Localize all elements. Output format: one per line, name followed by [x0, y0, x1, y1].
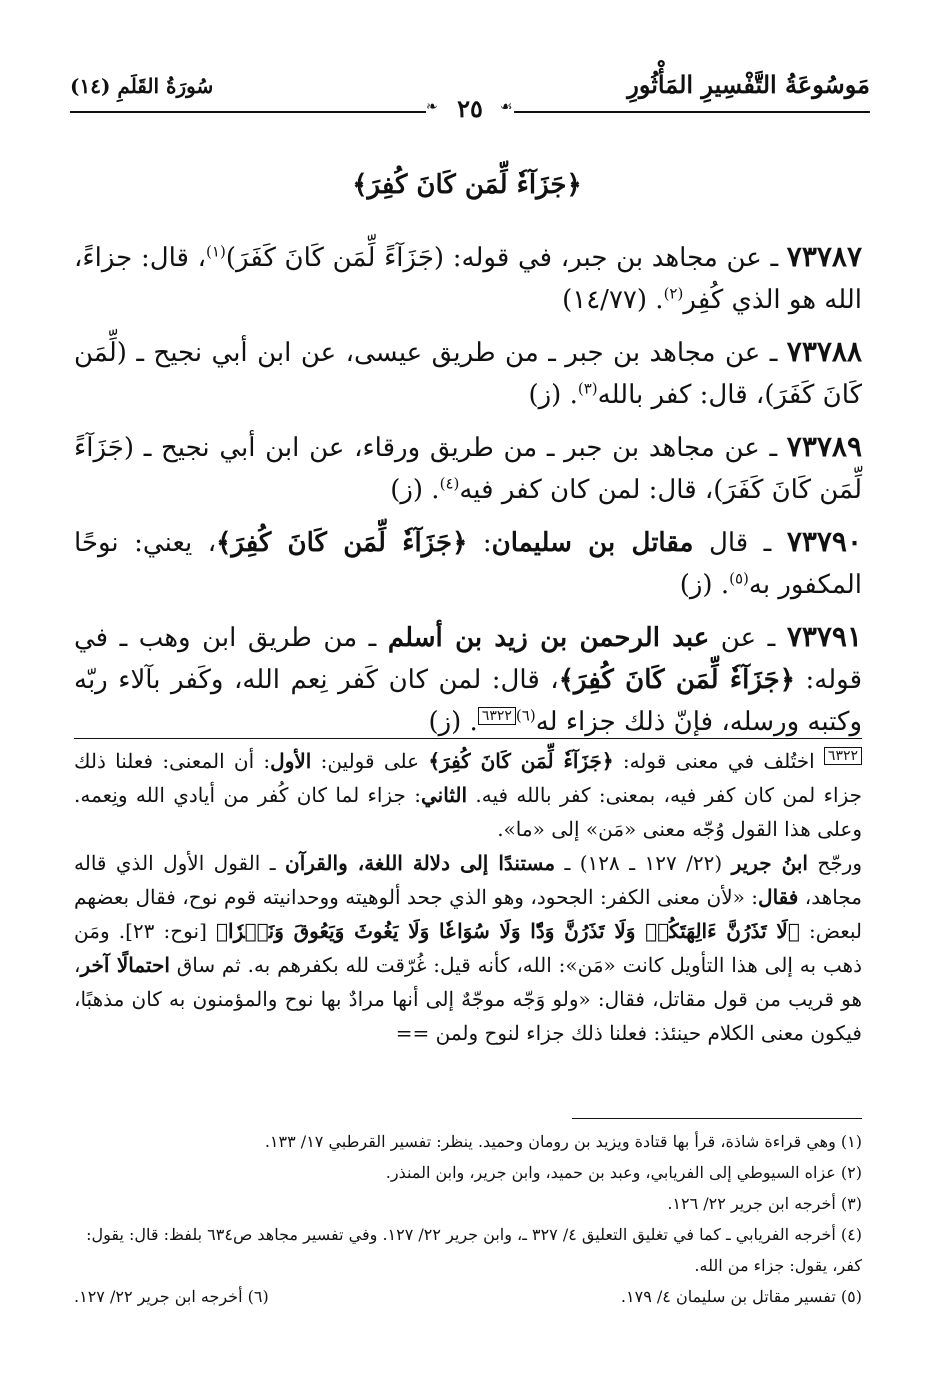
ornament-left-icon: ❧ — [426, 99, 438, 115]
first-opinion-label: الأول — [270, 749, 312, 773]
commentary-text: (٢٢/ ١٢٧ ـ ١٢٨) ـ — [555, 851, 732, 875]
basis-label: مستندًا إلى دلالة اللغة، والقرآن — [285, 851, 556, 875]
entry-number: ٧٣٧٩٠ — [786, 525, 863, 558]
scholar-name: ابنُ جرير — [731, 851, 808, 875]
entry-text: ، يعني: نوحًا المكفور به — [74, 528, 862, 600]
entry-text: . (١٤/٧٧) — [562, 285, 664, 315]
commentary-ref-box: ٦٣٢٢ — [824, 747, 862, 765]
footnote-marker[interactable]: (٢) — [663, 284, 684, 303]
header-rule-right — [514, 111, 870, 113]
header-rule-left — [70, 111, 426, 113]
second-opinion-label: الثاني — [421, 783, 468, 807]
entry — [74, 426, 862, 511]
entry-text: . (ز) — [390, 475, 440, 505]
entry — [74, 331, 862, 416]
commentary-text: : أن المعنى: فعلنا ذلك جزاء لمن كان كفر فيه، بمعنى: كفر بالله فيه. — [74, 749, 862, 807]
entry-number: ٧٣٧٨٩ — [786, 430, 862, 463]
said-label: فقال — [758, 885, 799, 909]
other-view-label: احتمالًا آخر — [80, 953, 170, 977]
entry-number: ٧٣٧٨٧ — [786, 240, 862, 273]
commentary-text: اختُلف في معنى قوله: — [613, 749, 824, 773]
commentary-paragraph — [74, 744, 862, 846]
running-header — [70, 68, 870, 123]
header-rule-row — [70, 94, 870, 123]
footnote: (٢) عزاه السيوطي إلى الفريابي، وعبد بن حميد، وابن جرير، وابن المنذر. — [385, 1163, 862, 1182]
commentary-text: ورجّح — [807, 851, 862, 875]
footnotes — [74, 1126, 862, 1312]
footnote-marker[interactable]: (٣) — [577, 379, 598, 398]
entry-text: ـ عن — [709, 623, 787, 653]
commentary-text: [نوح: ٢٣]. ومَن ذهب به إلى هذا التأويل كانت «مَن»: الله، كأنه قيل: غُرّقت لله بكفرهم به. ثم ساق — [74, 919, 862, 977]
entry — [74, 236, 862, 321]
entry-text: ـ قال — [693, 528, 787, 558]
entry-text: . (ز) — [679, 570, 730, 600]
commentary-text: ، هو قريب من قول مقاتل، فقال: «ولو وَجّه موجّهٌ إلى أنها مرادٌ بها نوح والمؤمنون به كان مذهبًا، فيكون معنى الكلام حينئذ: فعلنا ذلك جزاء لنوح ولمن == — [74, 953, 862, 1045]
quran-quote: ﴿جَزَآءٗ لِّمَن كَانَ كُفِرَ﴾ — [558, 665, 795, 695]
commentary-text: : جزاء لما كان كُفر من أيادي الله ونِعمه. وعلى هذا القول وُجّه معنى «مَن» إلى «ما». — [74, 783, 862, 841]
entry-text: ـ عن مجاهد بن جبر ـ من طريق ورقاء، عن ابن أبي نجيح ـ (جَزَآءً لِّمَن كَانَ كَفَرَ)، قال: لمن كان كفر فيه — [74, 433, 862, 505]
commentary-text: ـ القول الأول الذي قاله مجاهد، — [74, 851, 862, 909]
quran-quote: ﴿جَزَآءٗ لِّمَن كَانَ كُفِرَ﴾ — [428, 749, 614, 773]
footnote-marker[interactable]: (٦) — [515, 706, 536, 725]
surah-title: سُورَةُ القَلَمِ (١٤) — [70, 74, 214, 98]
commentary-text: على قولين: — [311, 749, 429, 773]
entry — [74, 616, 862, 743]
quran-quote: ﴿جَزَآءٗ لِّمَن كَانَ كُفِرَ﴾ — [216, 528, 468, 558]
ornament-right-icon: ☙ — [500, 99, 513, 115]
verse-heading: ﴿جَزَآءٗ لِّمَن كَانَ كُفِرَ﴾ — [352, 170, 582, 200]
footnote: (٥) تفسير مقاتل بن سليمان ٤/ ١٧٩. — [620, 1287, 862, 1306]
entry-text: ـ عن مجاهد بن جبر ـ من طريق عيسى، عن ابن أبي نجيح ـ (لِّمَن كَانَ كَفَرَ)، قال: كفر بالله — [74, 338, 862, 410]
footnote: (٣) أخرجه ابن جرير ٢٢/ ١٢٦. — [667, 1194, 862, 1213]
entry-text: . (ز) — [528, 380, 578, 410]
separator-line — [74, 738, 862, 739]
footnote-separator — [572, 1118, 862, 1119]
commentary-ref-box[interactable]: ٦٣٢٢ — [478, 707, 516, 725]
main-text — [74, 236, 862, 753]
commentary-paragraph — [74, 846, 862, 1050]
footnote-row — [74, 1281, 862, 1312]
narrator-name: مقاتل بن سليمان — [491, 528, 694, 558]
footnote-marker[interactable]: (١) — [206, 242, 226, 261]
entry-text: : — [467, 528, 492, 558]
book-title: مَوسُوعَةُ التَّفْسِيرِ المَأْثُورِ — [627, 70, 870, 99]
footnote: (٤) أخرجه الفريابي ـ كما في تغليق التعليق ٤/ ٣٢٧ ـ، وابن جرير ٢٢/ ١٢٧. وفي تفسير مجاهد ص٦٣٤ بلفظ: قال: يقول: كفر، يقول: جزاء من الله. — [86, 1225, 862, 1275]
footnote-marker[interactable]: (٥) — [729, 569, 749, 588]
entry-text: . (ز) — [428, 707, 478, 737]
narrator-name: عبد الرحمن بن زيد بن أسلم — [387, 623, 710, 653]
entry-text: ـ من طريق ابن وهب ـ في قوله: — [74, 623, 862, 695]
page-number: ٢٥ — [440, 94, 500, 123]
entry-text: ، قال: لمن كان كَفر نِعم الله، وكَفر بآلاء ربّه وكتبه ورسله، فإنّ ذلك جزاء له — [74, 665, 862, 737]
entry-number: ٧٣٧٨٨ — [786, 335, 862, 368]
footnote-marker[interactable]: (٤) — [439, 474, 460, 493]
footnote: (٦) أخرجه ابن جرير ٢٢/ ١٢٧. — [74, 1287, 269, 1306]
commentary — [74, 744, 862, 1050]
entry-text: ، قال: جزاءً، الله هو الذي كُفِر — [74, 243, 862, 315]
commentary-text: : «لأن معنى الكفر: الجحود، وهو الذي جحد ألوهيته ووحدانيته قوم نوح، فقال بعضهم لبعض: — [74, 885, 862, 943]
footnote: (١) وهي قراءة شاذة، قرأ بها قتادة ويزيد بن رومان وحميد. ينظر: تفسير القرطبي ١٧/ ١٣٣. — [264, 1132, 862, 1151]
entry-text: ـ عن مجاهد بن جبر، في قوله: (جَزَآءً لِّمَن كَانَ كَفَرَ) — [225, 243, 787, 273]
quran-quote: ﴿لَا تَذَرُنَّ ءَالِهَتَكُمۡ وَلَا تَذَرُنَّ وَدّٗا وَلَا سُوَاعٗا وَلَا يَغُوثَ وَيَعُوقَ وَنَسۡرٗا﴾ — [216, 919, 800, 943]
entry — [74, 521, 862, 606]
entry-number: ٧٣٧٩١ — [786, 620, 863, 653]
